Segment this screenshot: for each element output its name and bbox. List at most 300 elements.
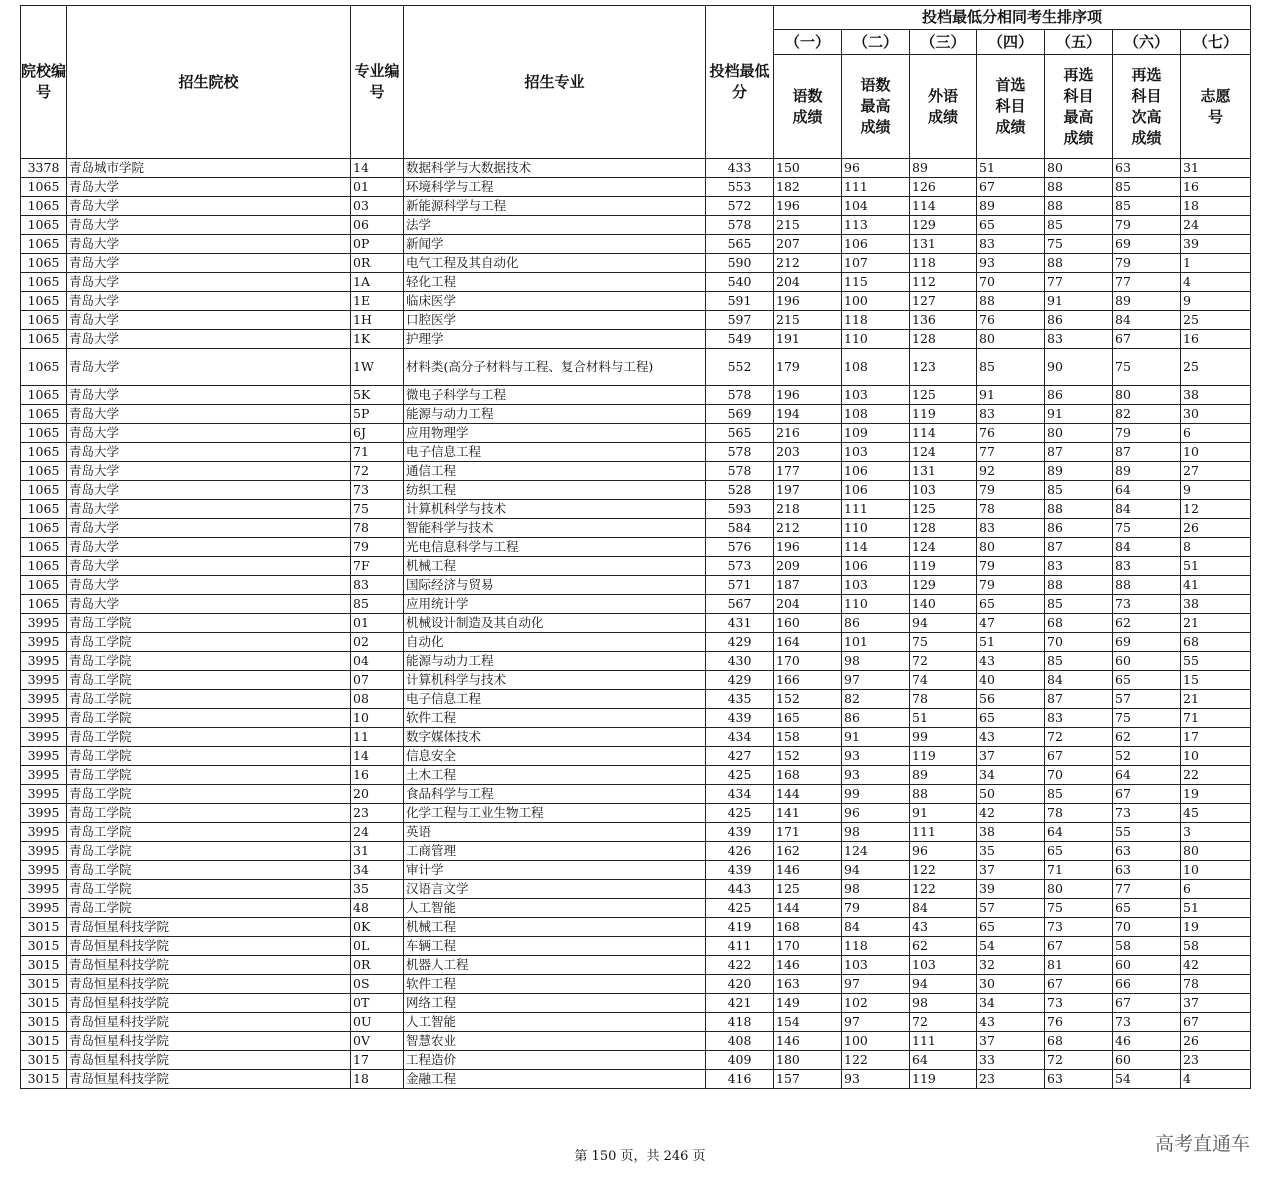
table-row: [21, 519, 1251, 538]
cell-tie-4: 23: [977, 1070, 1045, 1089]
cell-tie-2: 104: [842, 197, 910, 216]
cell-tie-3: 43: [910, 918, 977, 937]
cell-tie-4: 83: [977, 235, 1045, 254]
cell-min-score: 429: [706, 671, 774, 690]
cell-school-name: 青岛大学: [67, 481, 351, 500]
cell-tie-3: 72: [910, 1013, 977, 1032]
cell-tie-2: 118: [842, 937, 910, 956]
cell-tie-6: 64: [1113, 481, 1181, 500]
cell-major-name: 法学: [404, 216, 706, 235]
cell-tie-3: 98: [910, 994, 977, 1013]
cell-tie-4: 56: [977, 690, 1045, 709]
cell-major-name: 环境科学与工程: [404, 178, 706, 197]
cell-tie-5: 67: [1045, 747, 1113, 766]
cell-tie-1: 203: [774, 443, 842, 462]
cell-school-name: 青岛工学院: [67, 880, 351, 899]
cell-major-code: 20: [351, 785, 404, 804]
cell-min-score: 425: [706, 804, 774, 823]
cell-major-name: 汉语言文学: [404, 880, 706, 899]
cell-tie-1: 158: [774, 728, 842, 747]
table-row: [21, 880, 1251, 899]
cell-tie-5: 83: [1045, 709, 1113, 728]
cell-school-name: 青岛大学: [67, 405, 351, 424]
cell-tie-6: 69: [1113, 633, 1181, 652]
cell-school-name: 青岛恒星科技学院: [67, 1070, 351, 1089]
cell-min-score: 578: [706, 216, 774, 235]
table-row: [21, 1051, 1251, 1070]
table-row: [21, 766, 1251, 785]
cell-tie-5: 67: [1045, 975, 1113, 994]
cell-tie-5: 88: [1045, 576, 1113, 595]
cell-tie-4: 37: [977, 1032, 1045, 1051]
header-school-name: 招生院校: [67, 6, 351, 159]
cell-tie-7: 51: [1181, 899, 1251, 918]
cell-tie-1: 166: [774, 671, 842, 690]
cell-school-code: 3015: [21, 1070, 67, 1089]
cell-tie-7: 67: [1181, 1013, 1251, 1032]
cell-school-name: 青岛大学: [67, 443, 351, 462]
cell-major-name: 轻化工程: [404, 273, 706, 292]
cell-major-code: 0R: [351, 956, 404, 975]
cell-tie-7: 4: [1181, 273, 1251, 292]
cell-tie-6: 62: [1113, 614, 1181, 633]
cell-tie-5: 87: [1045, 538, 1113, 557]
cell-tie-4: 51: [977, 159, 1045, 178]
cell-min-score: 443: [706, 880, 774, 899]
cell-tie-7: 26: [1181, 519, 1251, 538]
cell-min-score: 430: [706, 652, 774, 671]
cell-school-code: 3015: [21, 918, 67, 937]
cell-major-code: 18: [351, 1070, 404, 1089]
cell-tie-4: 89: [977, 197, 1045, 216]
table-row: [21, 500, 1251, 519]
cell-tie-1: 216: [774, 424, 842, 443]
cell-tie-3: 94: [910, 614, 977, 633]
cell-tie-3: 119: [910, 405, 977, 424]
table-row: [21, 804, 1251, 823]
cell-tie-2: 124: [842, 842, 910, 861]
cell-tie-1: 168: [774, 918, 842, 937]
header-tie-group: 投档最低分相同考生排序项: [774, 6, 1251, 30]
cell-school-code: 3995: [21, 747, 67, 766]
cell-school-name: 青岛工学院: [67, 728, 351, 747]
cell-major-name: 国际经济与贸易: [404, 576, 706, 595]
cell-major-name: 通信工程: [404, 462, 706, 481]
cell-tie-4: 33: [977, 1051, 1045, 1070]
header-min-score: 投档最低分: [706, 6, 774, 159]
cell-tie-4: 37: [977, 747, 1045, 766]
cell-tie-6: 83: [1113, 557, 1181, 576]
cell-tie-6: 82: [1113, 405, 1181, 424]
cell-min-score: 578: [706, 386, 774, 405]
cell-min-score: 584: [706, 519, 774, 538]
cell-tie-7: 23: [1181, 1051, 1251, 1070]
cell-tie-3: 129: [910, 576, 977, 595]
cell-tie-5: 76: [1045, 1013, 1113, 1032]
cell-school-code: 3995: [21, 766, 67, 785]
cell-tie-5: 80: [1045, 159, 1113, 178]
cell-tie-5: 72: [1045, 728, 1113, 747]
cell-major-name: 土木工程: [404, 766, 706, 785]
cell-school-code: 3995: [21, 690, 67, 709]
cell-school-code: 3995: [21, 823, 67, 842]
cell-major-name: 口腔医学: [404, 311, 706, 330]
cell-tie-3: 119: [910, 1070, 977, 1089]
cell-tie-2: 93: [842, 766, 910, 785]
cell-major-name: 自动化: [404, 633, 706, 652]
cell-tie-2: 97: [842, 1013, 910, 1032]
cell-tie-6: 54: [1113, 1070, 1181, 1089]
cell-min-score: 422: [706, 956, 774, 975]
cell-tie-1: 207: [774, 235, 842, 254]
cell-school-code: 1065: [21, 519, 67, 538]
cell-tie-6: 84: [1113, 538, 1181, 557]
cell-tie-7: 19: [1181, 918, 1251, 937]
cell-major-name: 应用物理学: [404, 424, 706, 443]
cell-major-code: 14: [351, 747, 404, 766]
cell-tie-2: 82: [842, 690, 910, 709]
cell-school-code: 1065: [21, 292, 67, 311]
cell-school-code: 3015: [21, 1032, 67, 1051]
table-row: [21, 273, 1251, 292]
cell-tie-2: 97: [842, 671, 910, 690]
cell-tie-7: 16: [1181, 178, 1251, 197]
cell-major-name: 机械设计制造及其自动化: [404, 614, 706, 633]
cell-school-code: 1065: [21, 557, 67, 576]
cell-tie-7: 38: [1181, 386, 1251, 405]
cell-tie-2: 118: [842, 311, 910, 330]
cell-major-name: 护理学: [404, 330, 706, 349]
cell-tie-4: 80: [977, 330, 1045, 349]
table-row: [21, 690, 1251, 709]
cell-tie-6: 79: [1113, 254, 1181, 273]
cell-tie-1: 146: [774, 1032, 842, 1051]
cell-major-name: 车辆工程: [404, 937, 706, 956]
cell-tie-4: 92: [977, 462, 1045, 481]
cell-min-score: 425: [706, 899, 774, 918]
cell-tie-7: 80: [1181, 842, 1251, 861]
cell-tie-3: 119: [910, 557, 977, 576]
cell-major-code: 16: [351, 766, 404, 785]
cell-school-code: 1065: [21, 481, 67, 500]
cell-major-code: 0L: [351, 937, 404, 956]
cell-school-name: 青岛工学院: [67, 671, 351, 690]
cell-tie-1: 212: [774, 254, 842, 273]
cell-tie-6: 60: [1113, 1051, 1181, 1070]
cell-school-name: 青岛恒星科技学院: [67, 975, 351, 994]
table-row: [21, 159, 1251, 178]
cell-major-code: 7F: [351, 557, 404, 576]
cell-tie-1: 196: [774, 538, 842, 557]
cell-tie-5: 86: [1045, 311, 1113, 330]
cell-school-name: 青岛工学院: [67, 709, 351, 728]
cell-major-code: 1K: [351, 330, 404, 349]
cell-tie-4: 88: [977, 292, 1045, 311]
table-row: [21, 311, 1251, 330]
cell-major-name: 工商管理: [404, 842, 706, 861]
cell-tie-3: 131: [910, 235, 977, 254]
cell-tie-5: 72: [1045, 1051, 1113, 1070]
cell-tie-4: 85: [977, 349, 1045, 386]
cell-major-code: 71: [351, 443, 404, 462]
cell-tie-4: 34: [977, 994, 1045, 1013]
cell-tie-3: 140: [910, 595, 977, 614]
cell-tie-7: 10: [1181, 861, 1251, 880]
cell-tie-7: 6: [1181, 880, 1251, 899]
cell-school-name: 青岛大学: [67, 595, 351, 614]
cell-tie-7: 15: [1181, 671, 1251, 690]
cell-major-code: 0S: [351, 975, 404, 994]
header-tie-label-5: 再选科目最高成绩: [1045, 55, 1113, 159]
cell-tie-6: 69: [1113, 235, 1181, 254]
cell-tie-1: 182: [774, 178, 842, 197]
table-row: [21, 235, 1251, 254]
cell-tie-6: 52: [1113, 747, 1181, 766]
cell-tie-5: 83: [1045, 330, 1113, 349]
cell-min-score: 439: [706, 709, 774, 728]
cell-major-code: 75: [351, 500, 404, 519]
cell-tie-7: 21: [1181, 614, 1251, 633]
cell-tie-2: 97: [842, 975, 910, 994]
cell-school-name: 青岛恒星科技学院: [67, 1032, 351, 1051]
cell-tie-7: 9: [1181, 292, 1251, 311]
cell-tie-6: 67: [1113, 785, 1181, 804]
cell-tie-3: 114: [910, 424, 977, 443]
cell-min-score: 434: [706, 728, 774, 747]
cell-tie-5: 77: [1045, 273, 1113, 292]
cell-school-name: 青岛工学院: [67, 823, 351, 842]
cell-major-code: 17: [351, 1051, 404, 1070]
cell-major-code: 5K: [351, 386, 404, 405]
cell-tie-5: 91: [1045, 405, 1113, 424]
cell-tie-6: 60: [1113, 652, 1181, 671]
cell-tie-1: 152: [774, 747, 842, 766]
cell-min-score: 552: [706, 349, 774, 386]
header-tie-num-1: （一）: [774, 30, 842, 55]
cell-min-score: 411: [706, 937, 774, 956]
cell-school-code: 3995: [21, 633, 67, 652]
cell-major-code: 1E: [351, 292, 404, 311]
cell-tie-4: 43: [977, 728, 1045, 747]
cell-tie-4: 65: [977, 216, 1045, 235]
cell-tie-4: 47: [977, 614, 1045, 633]
cell-tie-2: 101: [842, 633, 910, 652]
cell-tie-1: 212: [774, 519, 842, 538]
cell-min-score: 439: [706, 861, 774, 880]
table-row: [21, 1013, 1251, 1032]
cell-school-name: 青岛大学: [67, 500, 351, 519]
cell-major-code: 72: [351, 462, 404, 481]
cell-school-code: 1065: [21, 386, 67, 405]
cell-major-code: 07: [351, 671, 404, 690]
cell-major-name: 计算机科学与技术: [404, 671, 706, 690]
cell-school-name: 青岛恒星科技学院: [67, 994, 351, 1013]
cell-tie-2: 109: [842, 424, 910, 443]
cell-tie-4: 91: [977, 386, 1045, 405]
cell-min-score: 431: [706, 614, 774, 633]
cell-tie-7: 8: [1181, 538, 1251, 557]
table-row: [21, 633, 1251, 652]
cell-tie-2: 103: [842, 956, 910, 975]
cell-major-code: 0T: [351, 994, 404, 1013]
cell-major-code: 01: [351, 614, 404, 633]
cell-tie-3: 103: [910, 481, 977, 500]
cell-tie-5: 84: [1045, 671, 1113, 690]
cell-tie-7: 30: [1181, 405, 1251, 424]
cell-tie-3: 94: [910, 975, 977, 994]
cell-major-code: 0K: [351, 918, 404, 937]
cell-school-name: 青岛工学院: [67, 690, 351, 709]
cell-tie-1: 149: [774, 994, 842, 1013]
cell-tie-2: 99: [842, 785, 910, 804]
header-tie-num-5: （五）: [1045, 30, 1113, 55]
cell-tie-3: 99: [910, 728, 977, 747]
cell-min-score: 569: [706, 405, 774, 424]
cell-tie-7: 21: [1181, 690, 1251, 709]
cell-school-name: 青岛工学院: [67, 785, 351, 804]
cell-tie-7: 24: [1181, 216, 1251, 235]
cell-school-code: 3995: [21, 899, 67, 918]
cell-major-name: 应用统计学: [404, 595, 706, 614]
cell-tie-4: 65: [977, 595, 1045, 614]
cell-school-name: 青岛大学: [67, 254, 351, 273]
cell-tie-1: 170: [774, 652, 842, 671]
cell-major-code: 0V: [351, 1032, 404, 1051]
cell-school-code: 1065: [21, 216, 67, 235]
cell-tie-7: 9: [1181, 481, 1251, 500]
cell-tie-2: 110: [842, 330, 910, 349]
cell-tie-6: 67: [1113, 994, 1181, 1013]
cell-tie-2: 79: [842, 899, 910, 918]
table-row: [21, 576, 1251, 595]
cell-tie-4: 35: [977, 842, 1045, 861]
cell-school-code: 3995: [21, 861, 67, 880]
cell-major-code: 48: [351, 899, 404, 918]
cell-tie-3: 136: [910, 311, 977, 330]
page-number: 第 150 页，共 246 页: [574, 1149, 706, 1164]
table-row: [21, 671, 1251, 690]
cell-tie-4: 65: [977, 918, 1045, 937]
cell-major-name: 临床医学: [404, 292, 706, 311]
cell-school-name: 青岛大学: [67, 462, 351, 481]
cell-tie-5: 64: [1045, 823, 1113, 842]
cell-major-code: 78: [351, 519, 404, 538]
cell-school-code: 3995: [21, 804, 67, 823]
table-row: [21, 292, 1251, 311]
table-row: [21, 918, 1251, 937]
cell-school-name: 青岛恒星科技学院: [67, 937, 351, 956]
cell-tie-6: 79: [1113, 424, 1181, 443]
cell-tie-3: 131: [910, 462, 977, 481]
header-tie-label-3: 外语成绩: [910, 55, 977, 159]
cell-tie-6: 79: [1113, 216, 1181, 235]
cell-tie-2: 98: [842, 823, 910, 842]
cell-tie-2: 106: [842, 557, 910, 576]
cell-tie-6: 84: [1113, 500, 1181, 519]
cell-tie-5: 86: [1045, 519, 1113, 538]
cell-tie-4: 43: [977, 652, 1045, 671]
cell-min-score: 426: [706, 842, 774, 861]
cell-major-code: 02: [351, 633, 404, 652]
cell-tie-6: 60: [1113, 956, 1181, 975]
cell-tie-5: 89: [1045, 462, 1113, 481]
cell-major-code: 10: [351, 709, 404, 728]
cell-tie-4: 65: [977, 709, 1045, 728]
cell-tie-4: 57: [977, 899, 1045, 918]
cell-tie-4: 76: [977, 311, 1045, 330]
cell-tie-5: 88: [1045, 500, 1113, 519]
cell-school-code: 3995: [21, 709, 67, 728]
cell-tie-3: 124: [910, 443, 977, 462]
cell-school-name: 青岛大学: [67, 178, 351, 197]
table-row: [21, 709, 1251, 728]
cell-tie-4: 79: [977, 576, 1045, 595]
cell-tie-6: 65: [1113, 671, 1181, 690]
cell-school-name: 青岛大学: [67, 216, 351, 235]
table-row: [21, 178, 1251, 197]
cell-tie-3: 124: [910, 538, 977, 557]
cell-tie-5: 83: [1045, 557, 1113, 576]
cell-major-name: 材料类(高分子材料与工程、复合材料与工程): [404, 349, 706, 386]
cell-tie-7: 17: [1181, 728, 1251, 747]
header-tie-num-3: （三）: [910, 30, 977, 55]
cell-tie-3: 62: [910, 937, 977, 956]
cell-tie-6: 85: [1113, 197, 1181, 216]
cell-major-name: 数字媒体技术: [404, 728, 706, 747]
cell-tie-1: 180: [774, 1051, 842, 1070]
cell-tie-1: 179: [774, 349, 842, 386]
cell-tie-5: 80: [1045, 880, 1113, 899]
cell-tie-2: 94: [842, 861, 910, 880]
cell-tie-7: 37: [1181, 994, 1251, 1013]
cell-tie-6: 75: [1113, 519, 1181, 538]
cell-min-score: 549: [706, 330, 774, 349]
cell-tie-3: 125: [910, 386, 977, 405]
cell-tie-5: 90: [1045, 349, 1113, 386]
cell-min-score: 578: [706, 443, 774, 462]
cell-school-name: 青岛工学院: [67, 842, 351, 861]
cell-tie-5: 88: [1045, 178, 1113, 197]
cell-tie-3: 78: [910, 690, 977, 709]
cell-tie-1: 196: [774, 386, 842, 405]
cell-tie-6: 64: [1113, 766, 1181, 785]
cell-school-code: 3995: [21, 880, 67, 899]
cell-tie-4: 79: [977, 481, 1045, 500]
table-row: [21, 994, 1251, 1013]
table-row: [21, 975, 1251, 994]
cell-tie-1: 170: [774, 937, 842, 956]
cell-tie-2: 115: [842, 273, 910, 292]
cell-tie-4: 83: [977, 405, 1045, 424]
cell-tie-5: 71: [1045, 861, 1113, 880]
cell-tie-6: 89: [1113, 292, 1181, 311]
cell-tie-5: 73: [1045, 994, 1113, 1013]
cell-tie-7: 38: [1181, 595, 1251, 614]
table-row: [21, 956, 1251, 975]
cell-major-name: 能源与动力工程: [404, 652, 706, 671]
cell-tie-4: 39: [977, 880, 1045, 899]
table-row: [21, 1032, 1251, 1051]
cell-tie-5: 85: [1045, 216, 1113, 235]
cell-major-code: 06: [351, 216, 404, 235]
cell-school-name: 青岛大学: [67, 197, 351, 216]
cell-tie-1: 194: [774, 405, 842, 424]
cell-tie-1: 196: [774, 292, 842, 311]
cell-tie-4: 93: [977, 254, 1045, 273]
cell-tie-2: 110: [842, 519, 910, 538]
cell-tie-3: 88: [910, 785, 977, 804]
cell-school-code: 3015: [21, 1013, 67, 1032]
